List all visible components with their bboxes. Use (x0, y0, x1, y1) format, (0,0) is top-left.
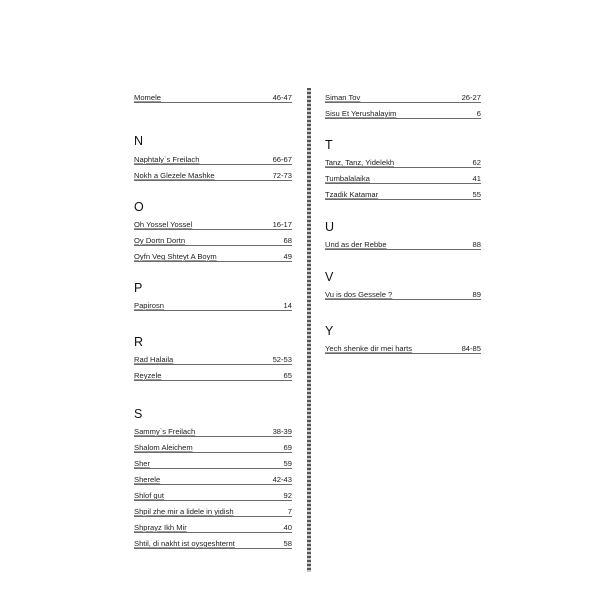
entry-pages: 42-43 (272, 475, 292, 484)
entry-title: Nokh a Glezele Mashke (134, 171, 215, 180)
index-entry[interactable] (325, 190, 481, 200)
entry-pages: 16-17 (272, 220, 292, 229)
index-entry[interactable] (325, 290, 481, 300)
entry-pages: 52-53 (272, 355, 292, 364)
index-entry[interactable] (325, 344, 481, 354)
entry-title: Oyfn Veg Shteyt A Boym (134, 252, 217, 261)
entry-pages: 89 (472, 290, 481, 299)
entry-title: Naphtaly`s Freilach (134, 155, 200, 164)
index-entry[interactable] (134, 507, 292, 517)
section-letter: Y (325, 324, 334, 338)
index-entry[interactable] (325, 109, 481, 119)
entry-title: Sisu Et Yerushalayim (325, 109, 397, 118)
entry-pages: 38-39 (272, 427, 292, 436)
index-entry[interactable] (134, 171, 292, 181)
entry-title: Reyzele (134, 371, 162, 380)
section-letter: T (325, 138, 333, 152)
entry-pages: 88 (472, 240, 481, 249)
index-entry[interactable] (134, 459, 292, 469)
entry-title: Shprayz Ikh Mir (134, 523, 187, 532)
entry-title: Sherele (134, 475, 161, 484)
index-entry[interactable] (134, 355, 292, 365)
section-letter: V (325, 270, 334, 284)
entry-title: Shalom Aleichem (134, 443, 193, 452)
entry-pages: 14 (283, 301, 292, 310)
entry-title: Shpil zhe mir a lidele in yidish (134, 507, 234, 516)
entry-pages: 40 (283, 523, 292, 532)
index-entry[interactable] (325, 158, 481, 168)
column-divider (307, 88, 311, 572)
index-entry[interactable] (134, 252, 292, 262)
entry-pages: 65 (283, 371, 292, 380)
entry-pages: 49 (283, 252, 292, 261)
entry-title: Sher (134, 459, 151, 468)
section-letter: R (134, 335, 144, 349)
entry-pages: 58 (283, 539, 292, 548)
entry-title: Und as der Rebbe (325, 240, 387, 249)
section-letter: P (134, 281, 143, 295)
index-entry[interactable] (134, 475, 292, 485)
section-letter: N (134, 134, 144, 148)
entry-pages: 55 (472, 190, 481, 199)
entry-pages: 46-47 (272, 93, 292, 102)
entry-pages: 92 (283, 491, 292, 500)
left-column (134, 93, 292, 549)
entry-title: Oh Yossel Yossel (134, 220, 193, 229)
index-entry[interactable] (134, 523, 292, 533)
index-entry[interactable] (325, 174, 481, 184)
index-entry[interactable] (134, 220, 292, 230)
entry-title: Vu is dos Gessele ? (325, 290, 393, 299)
index-entry[interactable] (134, 491, 292, 501)
entry-title: Shtil, di nakht ist oysgeshternt (134, 539, 235, 548)
entry-title: Momele (134, 93, 162, 102)
entry-title: Tzadik Katamar (325, 190, 379, 199)
entry-title: Siman Tov (325, 93, 361, 102)
index-entry[interactable] (134, 236, 292, 246)
index-entry[interactable] (325, 93, 481, 103)
entry-pages: 7 (287, 507, 292, 516)
index-entry[interactable] (134, 539, 292, 549)
index-entry[interactable] (134, 301, 292, 311)
entry-title: Papirosn (134, 301, 164, 310)
entry-pages: 26-27 (461, 93, 481, 102)
entry-title: Oy Dortn Dortn (134, 236, 186, 245)
entry-title: Sammy`s Freilach (134, 427, 196, 436)
section-letter: U (325, 220, 335, 234)
entry-title: Tanz, Tanz, Yidelekh (325, 158, 395, 167)
entry-title: Shlof gut (134, 491, 164, 500)
entry-pages: 68 (283, 236, 292, 245)
entry-title: Tumbalalaika (325, 174, 370, 183)
right-column (325, 93, 481, 354)
entry-pages: 84-85 (461, 344, 481, 353)
entry-title: Rad Halaila (134, 355, 174, 364)
entry-pages: 72-73 (272, 171, 292, 180)
index-entry[interactable] (134, 155, 292, 165)
entry-pages: 41 (472, 174, 481, 183)
entry-pages: 62 (472, 158, 481, 167)
index-entry[interactable] (134, 443, 292, 453)
entry-pages: 66-67 (272, 155, 292, 164)
entry-title: Yech shenke dir mei harts (325, 344, 413, 353)
entry-pages: 69 (283, 443, 292, 452)
index-entry[interactable] (134, 427, 292, 437)
entry-pages: 59 (283, 459, 292, 468)
index-entry[interactable] (134, 93, 292, 103)
section-letter: S (134, 407, 143, 421)
index-entry[interactable] (325, 240, 481, 250)
index-entry[interactable] (134, 371, 292, 381)
entry-pages: 6 (476, 109, 481, 118)
section-letter: O (134, 200, 144, 214)
